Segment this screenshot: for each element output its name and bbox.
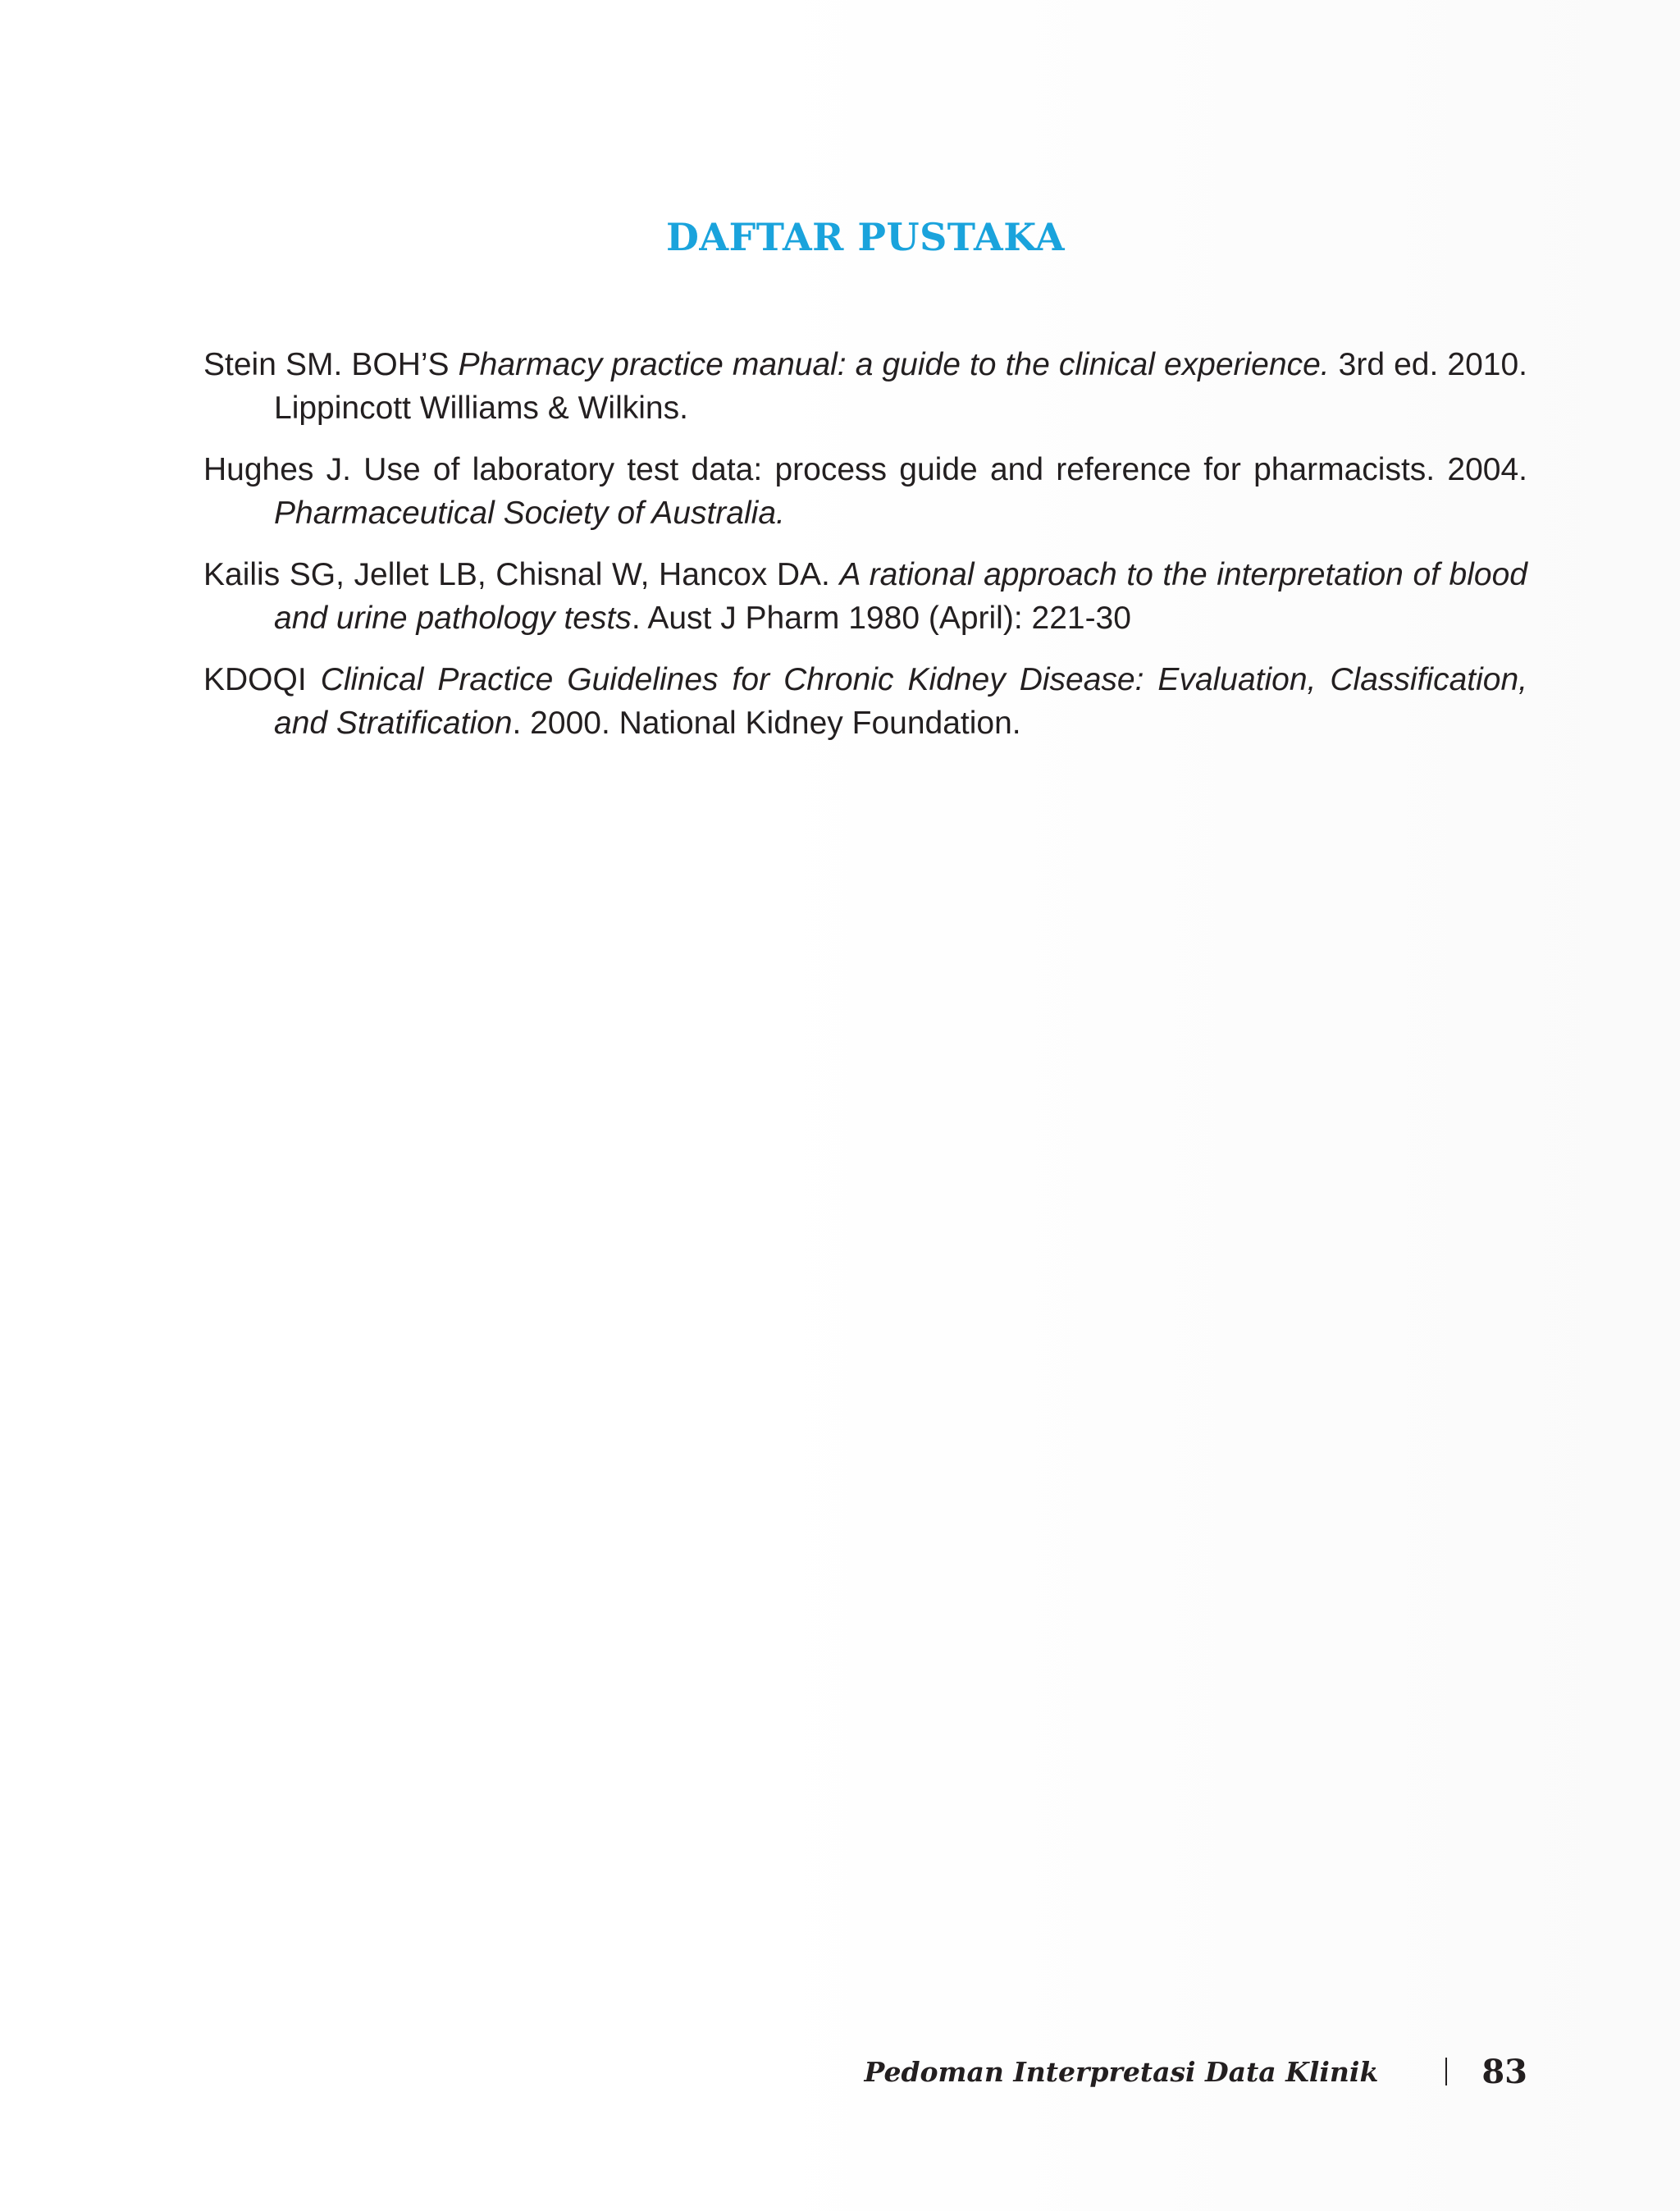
reference-entry (203, 553, 1527, 640)
reference-text: 3rd ed. 2010. Lippincott Williams & Wilkins. (274, 347, 1527, 426)
page-number: 83 (1481, 2052, 1527, 2091)
reference-entry (203, 343, 1527, 430)
reference-text: Hughes J. Use of laboratory test data: process guide and reference for pharmacists. 2004. (203, 452, 1527, 487)
reference-entry (203, 448, 1527, 535)
reference-text: Stein SM. BOH’S (203, 347, 459, 382)
reference-title-italic: A rational approach to the interpretation of blood and urine pathology tests (274, 557, 1527, 636)
reference-title-italic: Clinical Practice Guidelines for Chronic Kidney Disease: Evaluation, Classification, and Stratification (274, 662, 1527, 741)
footer-book-title: Pedoman Interpretasi Data Klinik (864, 2055, 1379, 2088)
page-title: DAFTAR PUSTAKA (665, 215, 1066, 259)
page-footer (865, 2051, 1527, 2092)
reference-title-italic: Pharmacy practice manual: a guide to the clinical experience. (458, 347, 1330, 382)
reference-text: Kailis SG, Jellet LB, Chisnal W, Hancox DA. (203, 557, 840, 592)
reference-title-italic: Pharmaceutical Society of Australia. (274, 496, 785, 531)
reference-entry (203, 658, 1527, 745)
reference-text: KDOQI (203, 662, 321, 697)
reference-list (203, 343, 1527, 763)
reference-text: . Aust J Pharm 1980 (April): 221-30 (631, 601, 1131, 636)
footer-separator (1445, 2058, 1447, 2085)
reference-text: . 2000. National Kidney Foundation. (512, 706, 1021, 741)
